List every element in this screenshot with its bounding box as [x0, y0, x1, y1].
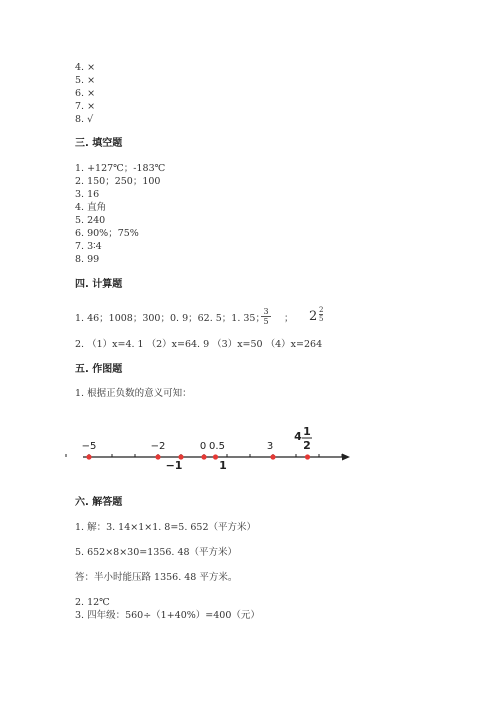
section-heading-solutions: 六. 解答题	[75, 497, 123, 508]
calc-separator: ；	[284, 313, 294, 324]
calc-answer-1: 1. 46；1008；300；0. 9；62. 5；1. 35；	[75, 313, 265, 324]
number-line-point	[213, 454, 218, 459]
judge-answer-5: 5. ×	[75, 75, 96, 86]
fill-answer-1: 1. +127℃；-183℃	[75, 163, 166, 174]
judge-answer-8: 8. √	[75, 114, 94, 125]
drawing-answer-1: 1. 根据正负数的意义可知：	[75, 388, 192, 399]
fill-answer-8: 8. 99	[75, 254, 100, 265]
label-1: 1	[219, 459, 227, 472]
number-line-point	[201, 454, 206, 459]
fill-answer-3: 3. 16	[75, 189, 100, 200]
label-minus-1: −1	[165, 459, 183, 472]
section-heading-drawing: 五. 作图题	[75, 364, 123, 375]
section-heading-calculation: 四. 计算题	[75, 279, 123, 290]
solution-line-2: 5. 652×8×30=1356. 48（平方米）	[75, 547, 238, 558]
calc-answer-2: 2. （1）x=4. 1 （2）x=64. 9 （3）x=50 （4）x=264	[75, 339, 323, 350]
label-minus-5: −5	[81, 441, 97, 452]
mixed-numerator: 2	[319, 306, 324, 314]
section-heading-fill-blank: 三. 填空题	[75, 138, 123, 149]
label-0: 0	[199, 441, 207, 452]
label-3: 3	[266, 441, 274, 452]
judge-answer-7: 7. ×	[75, 101, 96, 112]
fill-answer-2: 2. 150；250；100	[75, 176, 161, 187]
label-0-5: 0.5	[209, 441, 225, 452]
number-line-point	[305, 454, 310, 459]
label-4-denominator: 2	[303, 439, 311, 452]
solution-line-3: 答：半小时能压路 1356. 48 平方米。	[75, 572, 238, 583]
fill-answer-5: 5. 240	[75, 215, 106, 226]
mixed-fraction	[319, 306, 323, 323]
fraction-three-fifths	[261, 307, 271, 326]
solution-line-4: 2. 12℃	[75, 597, 110, 608]
number-line-point	[270, 454, 275, 459]
fill-answer-4: 4. 直角	[75, 202, 107, 213]
label-4-whole: 4	[294, 430, 302, 443]
number-line-arrow-icon	[342, 454, 350, 461]
judge-answer-6: 6. ×	[75, 88, 96, 99]
judge-answer-4: 4. ×	[75, 62, 96, 73]
number-line-diagram	[0, 425, 500, 485]
number-line-point	[86, 454, 91, 459]
mixed-denominator: 5	[319, 315, 324, 323]
fraction-denominator: 5	[261, 316, 271, 326]
fraction-numerator: 3	[263, 307, 269, 316]
fill-answer-6: 6. 90%；75%	[75, 228, 139, 239]
label-4-numerator: 1	[303, 425, 311, 438]
number-line-point	[155, 454, 160, 459]
label-minus-2: −2	[150, 441, 166, 452]
mixed-whole: 2	[309, 309, 318, 324]
solution-line-5: 3. 四年级：560÷（1+40%）=400（元）	[75, 610, 260, 621]
solution-line-1: 1. 解：3. 14×1×1. 8=5. 652（平方米）	[75, 522, 257, 533]
mixed-number-two-and-two-fifths	[309, 306, 329, 330]
fill-answer-7: 7. 3∶4	[75, 241, 102, 252]
